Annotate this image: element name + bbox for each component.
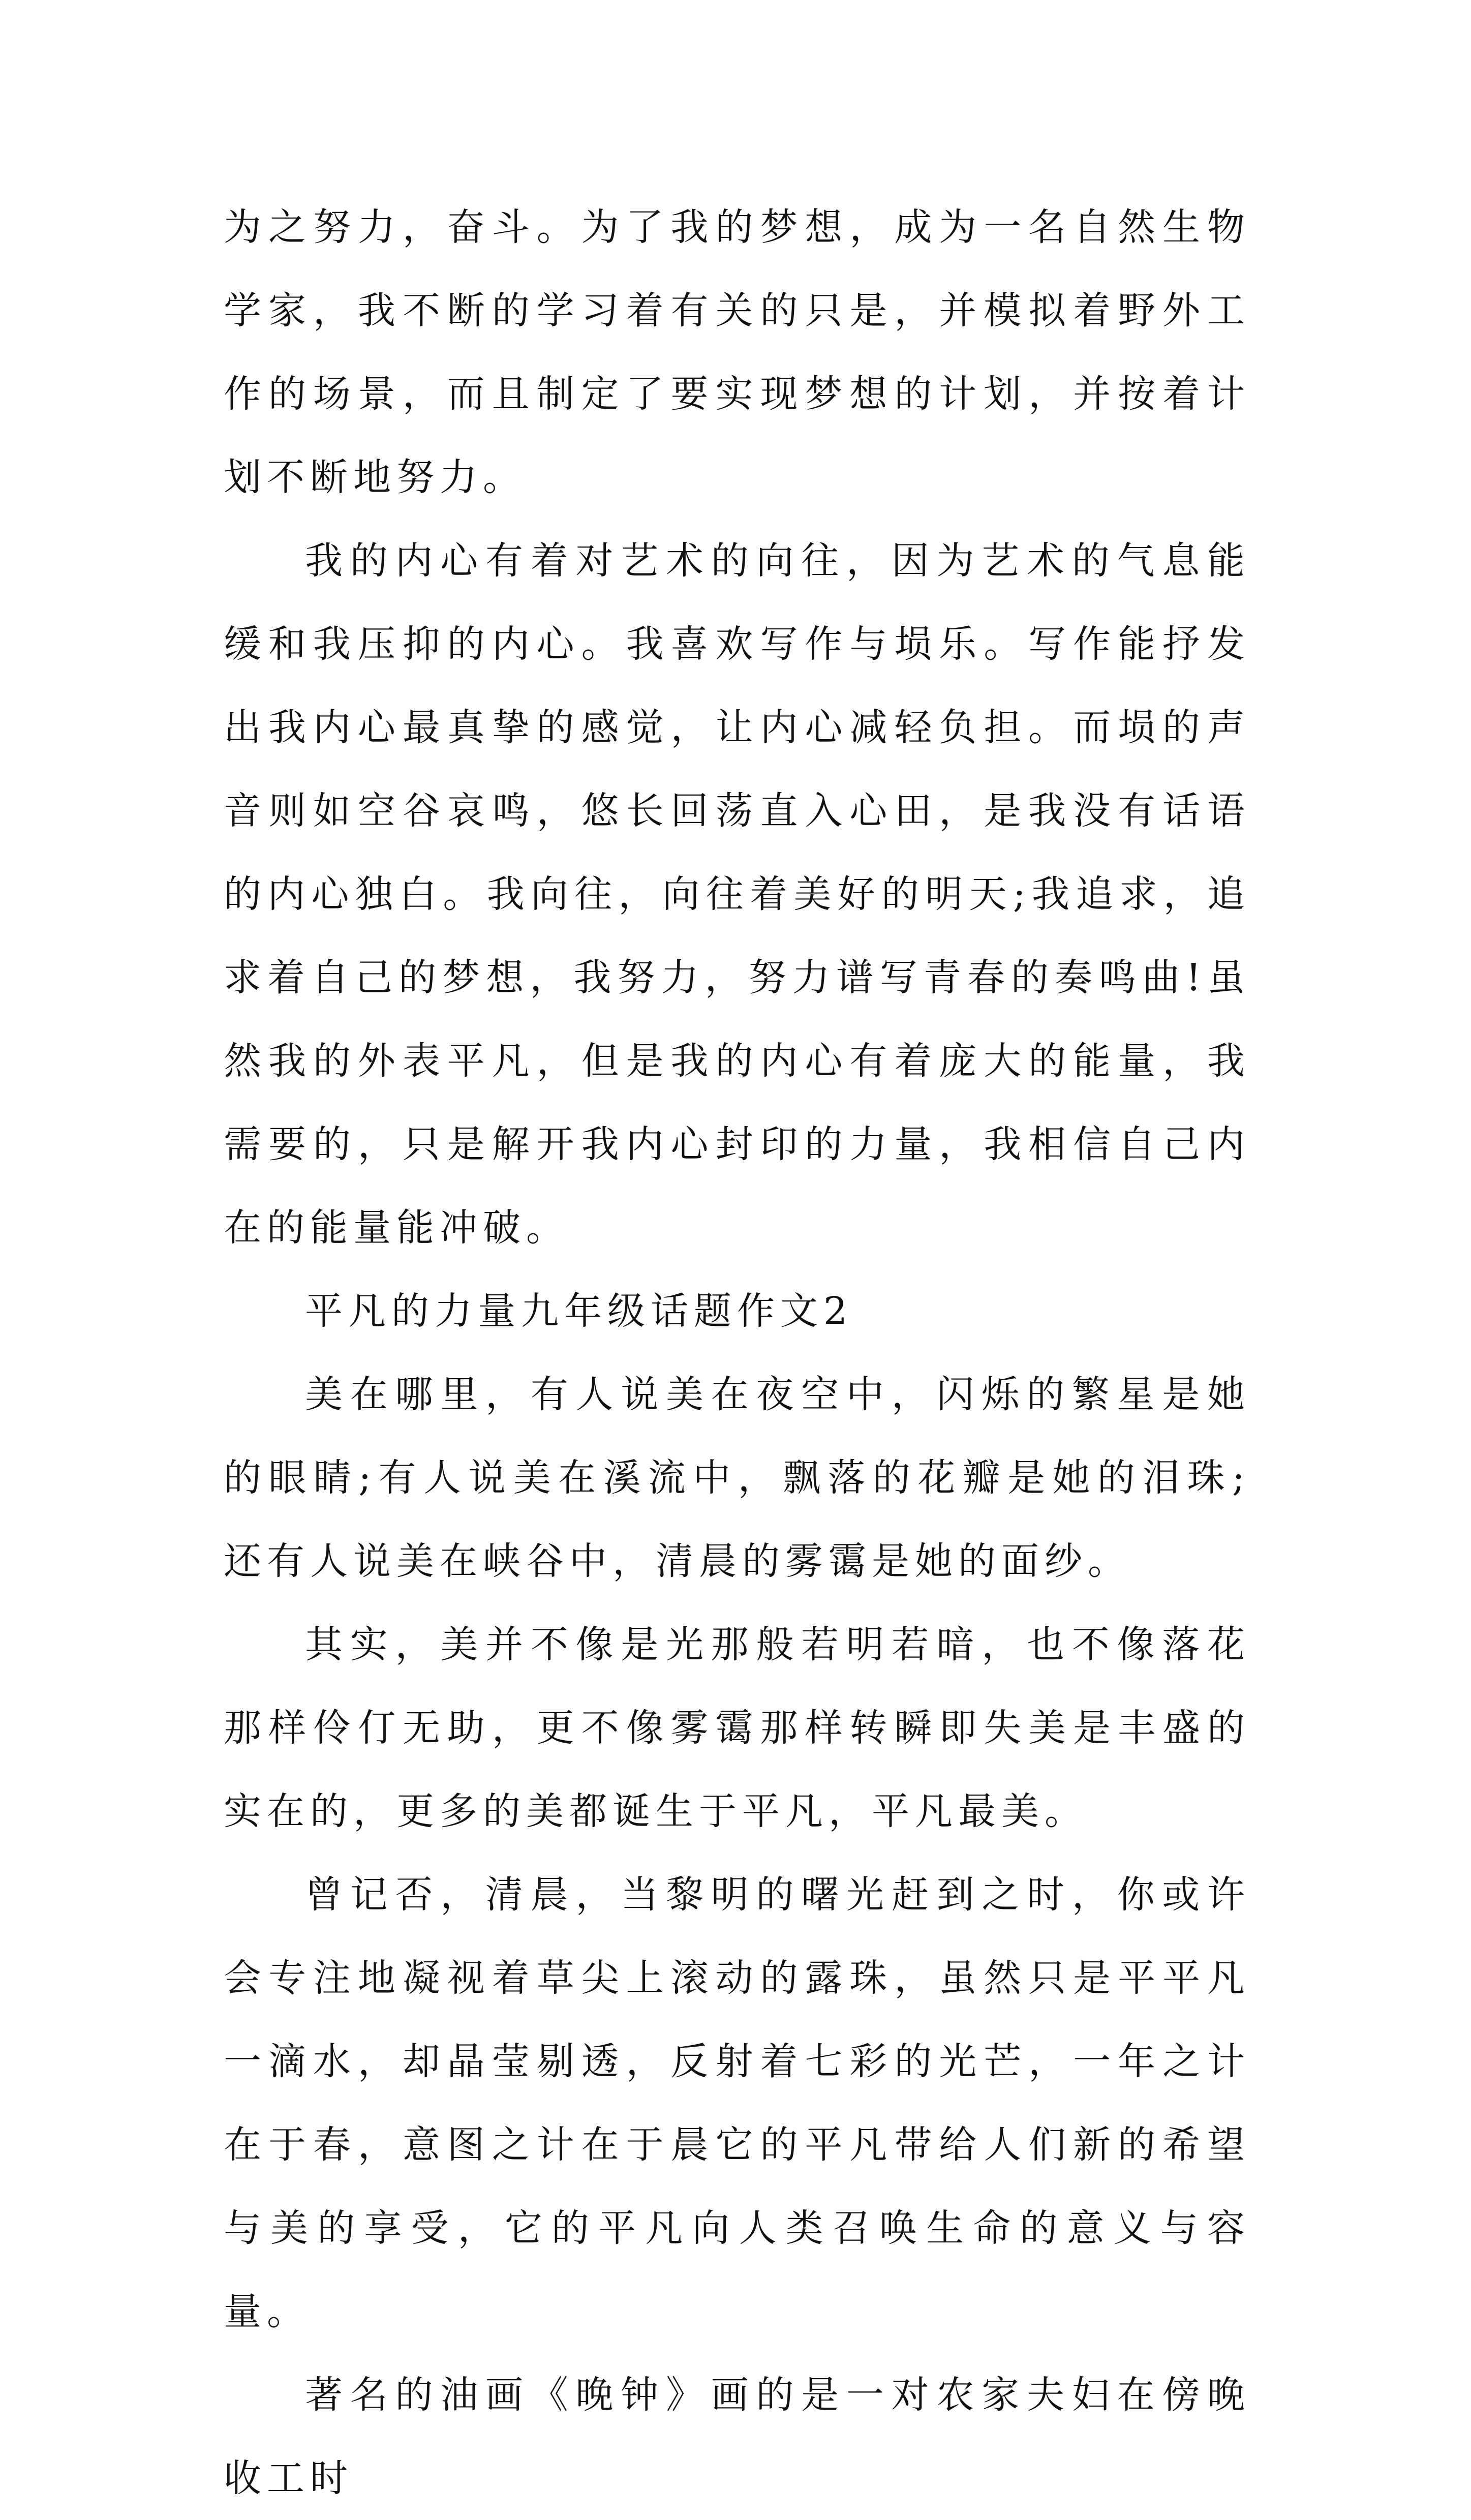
paragraph-dewdrop: 曾记否，清晨，当黎明的曙光赶到之时，你或许会专注地凝视着草尖上滚动的露珠，虽然只是平平凡一滴水，却晶莹剔透，反射着七彩的光芒，一年之计在于春，意图之计在于晨它的平凡带给人们新的希望与美的享受，它的平凡向人类召唤生命的意义与容量。 bbox=[224, 1873, 1250, 2333]
section-heading: 平凡的力量九年级话题作文2 bbox=[305, 1289, 853, 1333]
paragraph-angelus-painting: 著名的油画《晚钟》画的是一对农家夫妇在傍晚收工时 bbox=[224, 2373, 1250, 2500]
document-body bbox=[224, 186, 1250, 2520]
paragraph-art-aspiration: 我的内心有着对艺术的向往，因为艺术的气息能缓和我压抑的内心。我喜欢写作与埙乐。写作能抒发出我内心最真挚的感觉，让内心减轻负担。而埙的声音则如空谷哀鸣，悠长回荡直入心田，是我没有话语的内心独白。我向往，向往着美好的明天;我追求，追求着自己的梦想，我努力，努力谱写青春的奏鸣曲!虽然我的外表平凡，但是我的内心有着庞大的能量，我需要的，只是解开我内心封印的力量，我相信自己内在的能量能冲破。 bbox=[224, 539, 1250, 1250]
paragraph-where-is-beauty: 美在哪里，有人说美在夜空中，闪烁的繁星是她的眼睛;有人说美在溪流中，飘落的花瓣是她的泪珠;还有人说美在峡谷中，清晨的雾霭是她的面纱。 bbox=[224, 1373, 1250, 1583]
paragraph-continuation: 为之努力，奋斗。为了我的梦想，成为一名自然生物学家，我不断的学习着有关的只是，并模拟着野外工作的场景，而且制定了要实现梦想的计划，并按着计划不断地努力。 bbox=[224, 205, 1250, 499]
paragraph-beauty-in-ordinary: 其实，美并不像是光那般若明若暗，也不像落花那样伶仃无助，更不像雾霭那样转瞬即失美是丰盛的实在的，更多的美都诞生于平凡，平凡最美。 bbox=[224, 1623, 1250, 1833]
